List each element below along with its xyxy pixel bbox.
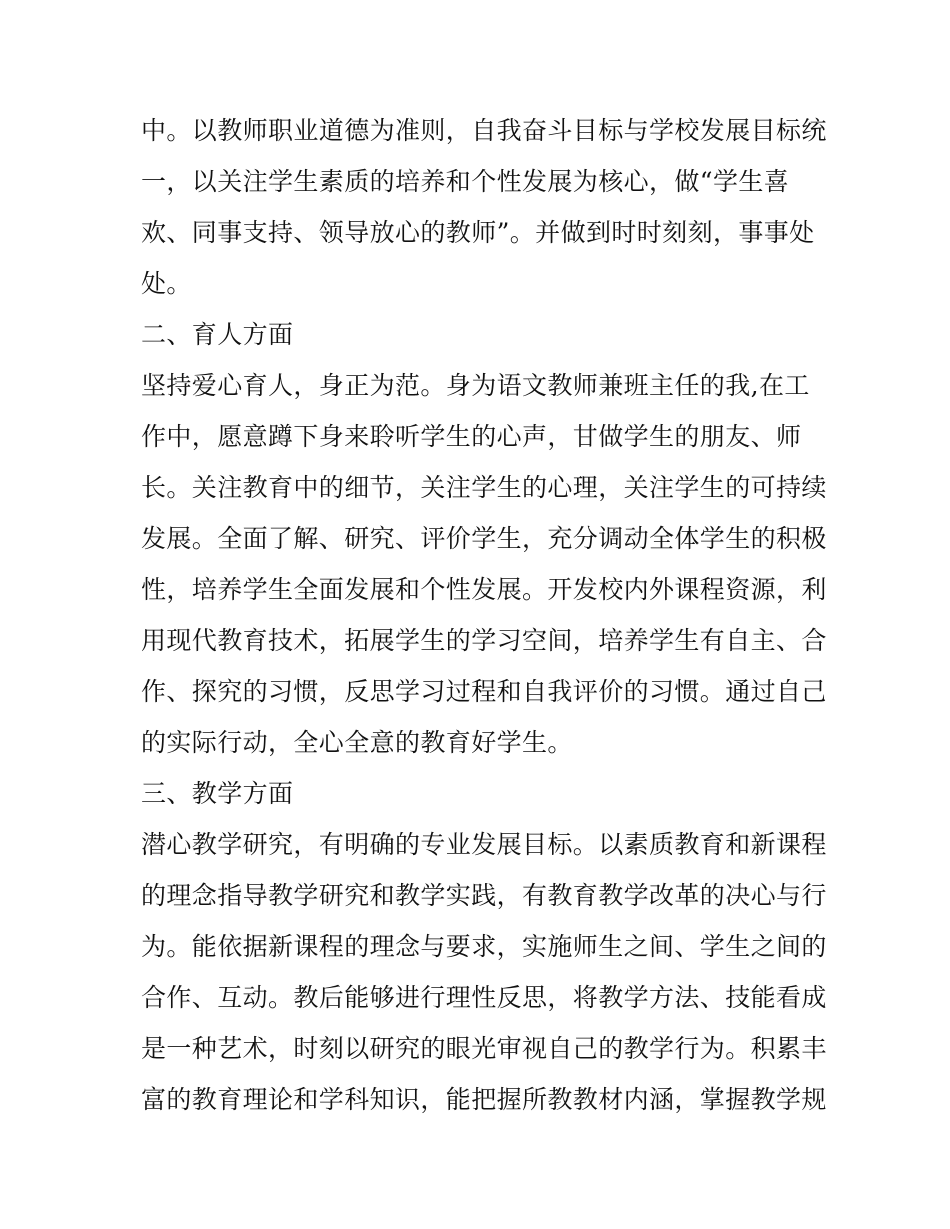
text-line: 处。 xyxy=(141,269,192,298)
text-line: 作中，愿意蹲下身来聆听学生的心声，甘做学生的朋友、师 xyxy=(141,422,802,451)
text-line: 是一种艺术，时刻以研究的眼光审视自己的教学行为。积累丰 xyxy=(141,1034,827,1063)
text-line: 发展。全面了解、研究、评价学生，充分调动全体学生的积极 xyxy=(141,524,827,553)
text-line: 富的教育理论和学科知识，能把握所教教材内涵，掌握教学规 xyxy=(141,1085,827,1114)
text-line: 欢、同事支持、领导放心的教师”。并做到时时刻刻，事事处 xyxy=(141,218,815,247)
text-line: 长。关注教育中的细节，关注学生的心理，关注学生的可持续 xyxy=(141,473,827,502)
section-heading-education: 二、育人方面 xyxy=(141,320,294,349)
text-line: 一，以关注学生素质的培养和个性发展为核心，做“学生喜 xyxy=(141,167,790,196)
text-line: 作、探究的习惯，反思学习过程和自我评价的习惯。通过自己 xyxy=(141,677,827,706)
text-line: 性，培养学生全面发展和个性发展。开发校内外课程资源，利 xyxy=(141,575,827,604)
text-line: 为。能依据新课程的理念与要求，实施师生之间、学生之间的 xyxy=(141,932,827,961)
text-line: 的理念指导教学研究和教学实践，有教育教学改革的决心与行 xyxy=(141,881,827,910)
text-line: 潜心教学研究，有明确的专业发展目标。以素质教育和新课程 xyxy=(141,830,827,859)
text-line: 合作、互动。教后能够进行理性反思，将教学方法、技能看成 xyxy=(141,983,827,1012)
document-body xyxy=(141,105,827,1125)
section-heading-teaching: 三、教学方面 xyxy=(141,779,294,808)
text-line: 中。以教师职业道德为准则，自我奋斗目标与学校发展目标统 xyxy=(141,116,827,145)
text-line: 坚持爱心育人，身正为范。身为语文教师兼班主任的我,在工 xyxy=(141,371,810,400)
text-line: 用现代教育技术，拓展学生的学习空间，培养学生有自主、合 xyxy=(141,626,827,655)
text-line: 的实际行动，全心全意的教育好学生。 xyxy=(141,728,573,757)
